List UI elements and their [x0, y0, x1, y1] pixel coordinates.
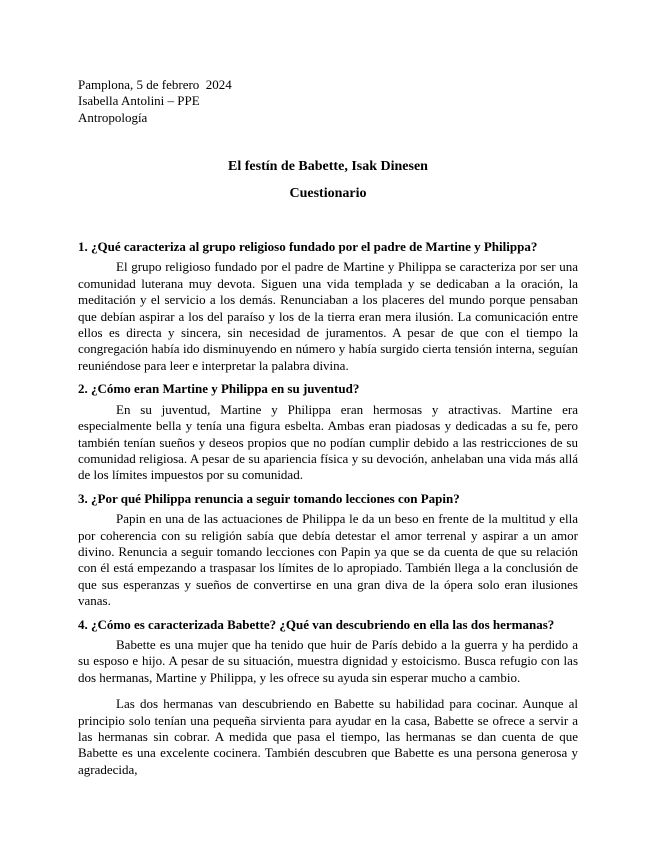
document-title: El festín de Babette, Isak Dinesen: [228, 159, 428, 175]
answer-3-paragraph-1: Papin en una de las actuaciones de Philippa le da un beso en frente de la multitud y ella por coherencia con su religión sabía que debía detestar el amor terrenal y aspirar a un amor divino. Renuncia a seguir tomando lecciones con Papin ya que se da cuenta de que su relación con él está empezando a traspasar los límites de lo apropiado. También llega a la conclusión de que sus esperanzas y sueños de convertirse en una gran diva de la ópera solo eran ilusiones vanas.: [78, 511, 578, 609]
answer-2-paragraph-1: En su juventud, Martine y Philippa eran hermosas y atractivas. Martine era especialmente bella y tenía una figura esbelta. Ambas eran piadosas y dedicadas a su fe, pero también tenían sueños y deseos propios que no podían cumplir debido a las restricciones de su comunidad religiosa. A pesar de su apariencia física y su devoción, anhelaban una vida más allá de los límites impuestos por su comunidad.: [78, 401, 578, 483]
question-4: 4. ¿Cómo es caracterizada Babette? ¿Qué van descubriendo en ella las dos hermanas?: [78, 616, 555, 632]
document-subtitle: Cuestionario: [289, 185, 367, 201]
question-1: 1. ¿Qué caracteriza al grupo religioso fundado por el padre de Martine y Philippa?: [78, 239, 538, 255]
question-3: 3. ¿Por qué Philippa renuncia a seguir tomando lecciones con Papin?: [78, 490, 460, 506]
answer-1-paragraph-1: El grupo religioso fundado por el padre de Martine y Philippa se caracteriza por ser una comunidad luterana muy devota. Siguen una vida templada y se dedicaban a la oración, la meditación y el servicio a los demás. Renunciaban a los placeres del mundo porque pensaban que debían aspirar a los del paraíso y los de la tierra eran mera ilusión. La comunicación entre ellos es directa y sincera, sin necesidad de juramentos. A pesar de que con el tiempo la congregación había ido disminuyendo en número y había surgido cierta tensión interna, seguían reuniéndose para leer e interpretar la palabra divina.: [78, 259, 578, 373]
place-date: Pamplona, 5 de febrero 2024: [78, 77, 232, 92]
subject-line: Antropología: [78, 109, 148, 125]
answer-4-paragraph-1: Babette es una mujer que ha tenido que huir de París debido a la guerra y ha perdido a su esposo e hijo. A pesar de su situación, muestra dignidad y estoicismo. Busca refugio con las dos hermanas, Martine y Philippa, y les ofrece su ayuda sin esperar mucho a cambio.: [78, 636, 578, 685]
author-line: Isabella Antolini – PPE: [78, 93, 200, 109]
document-page: [78, 77, 578, 778]
question-2: 2. ¿Cómo eran Martine y Philippa en su juventud?: [78, 381, 360, 397]
answer-4-paragraph-2: Las dos hermanas van descubriendo en Babette su habilidad para cocinar. Aunque al principio solo tenían una pequeña sirvienta para ayudar en la casa, Babette se ofrece a servir a las hermanas sin cobrar. A medida que pasa el tiempo, las hermanas se dan cuenta de que Babette es una excelente cocinera. También descubren que Babette es una persona generosa y agradecida,: [78, 696, 578, 777]
